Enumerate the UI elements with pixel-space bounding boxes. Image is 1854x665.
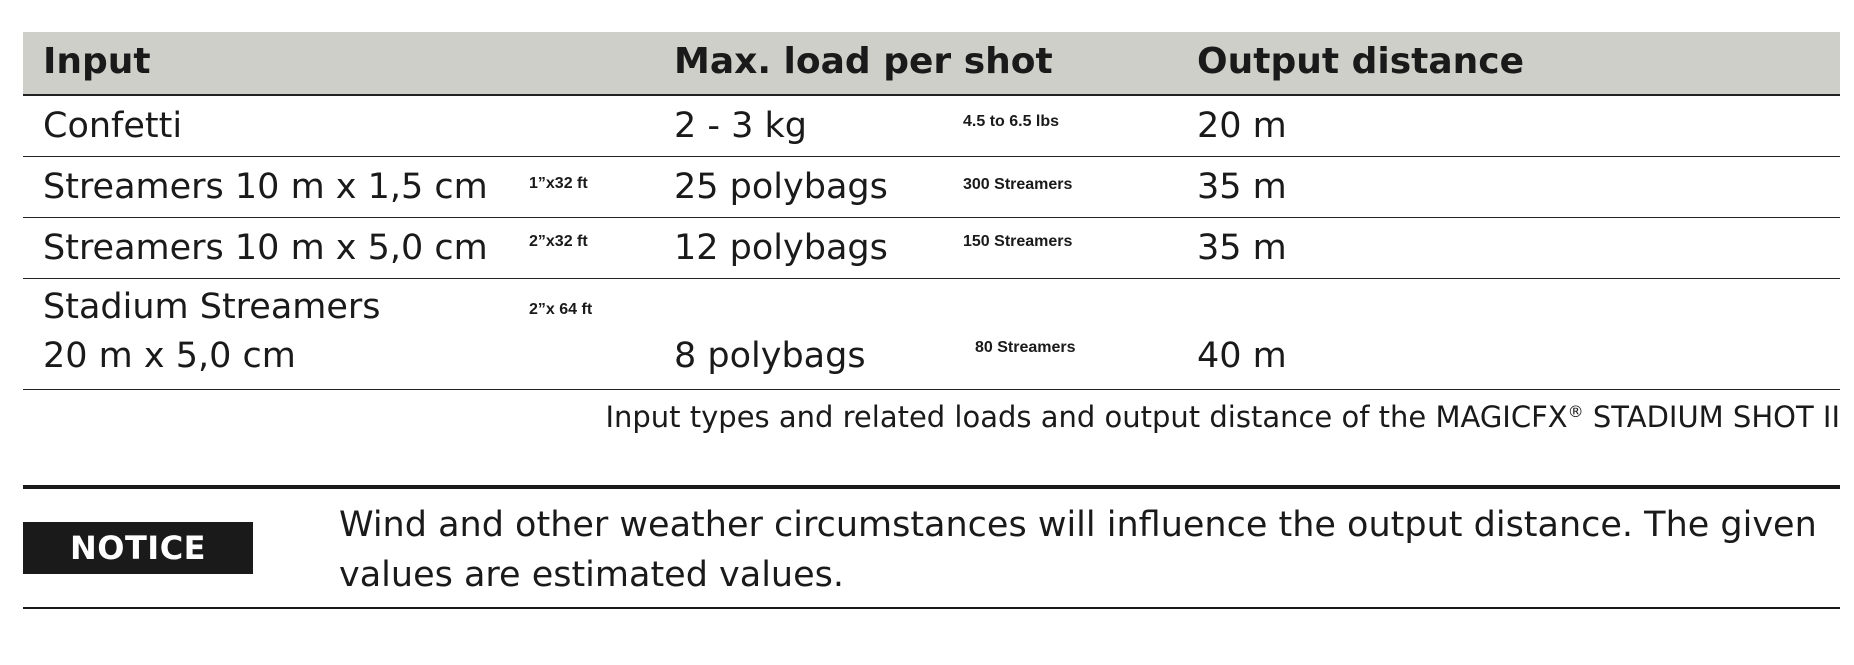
row-load-imperial: 300 Streamers [963, 176, 1073, 193]
row-load: 8 polybags [674, 336, 866, 376]
row-load: 25 polybags [674, 167, 888, 207]
row-input-imperial: 2”x32 ft [529, 233, 588, 250]
spec-table [23, 32, 1840, 390]
row-distance: 35 m [1197, 228, 1287, 268]
table-row [23, 279, 1840, 390]
header-input: Input [43, 41, 151, 82]
registered-mark: ® [1567, 402, 1584, 421]
row-distance: 40 m [1197, 336, 1287, 376]
notice-divider-top [23, 485, 1840, 489]
row-load-imperial: 80 Streamers [975, 339, 1076, 356]
row-input-line2: 20 m x 5,0 cm [43, 336, 296, 376]
header-max-load: Max. load per shot [674, 41, 1053, 82]
caption-suffix: STADIUM SHOT II [1583, 400, 1840, 434]
table-row [23, 157, 1840, 218]
row-input-imperial: 2”x 64 ft [529, 301, 593, 318]
row-distance: 35 m [1197, 167, 1287, 207]
table-row [23, 96, 1840, 157]
row-load-imperial: 4.5 to 6.5 lbs [963, 113, 1060, 130]
notice-badge: NOTICE [23, 522, 253, 574]
header-output-distance: Output distance [1197, 41, 1525, 82]
row-input-imperial: 1”x32 ft [529, 175, 588, 192]
notice-text: Wind and other weather circumstances will influence the output distance. The given values are estimated values. [339, 505, 1817, 595]
caption-prefix: Input types and related loads and output distance of the MAGICFX [605, 400, 1568, 434]
row-load: 2 - 3 kg [674, 106, 808, 146]
table-caption [605, 395, 1840, 434]
row-input: Streamers 10 m x 1,5 cm [43, 167, 488, 207]
row-load-imperial: 150 Streamers [963, 233, 1073, 250]
notice-divider-bottom [23, 607, 1840, 609]
row-input: Streamers 10 m x 5,0 cm [43, 228, 488, 268]
table-header-row [23, 32, 1840, 96]
table-row [23, 218, 1840, 279]
row-distance: 20 m [1197, 106, 1287, 146]
row-input-line1: Stadium Streamers [43, 287, 381, 327]
row-input: Confetti [43, 106, 183, 146]
row-load: 12 polybags [674, 228, 888, 268]
